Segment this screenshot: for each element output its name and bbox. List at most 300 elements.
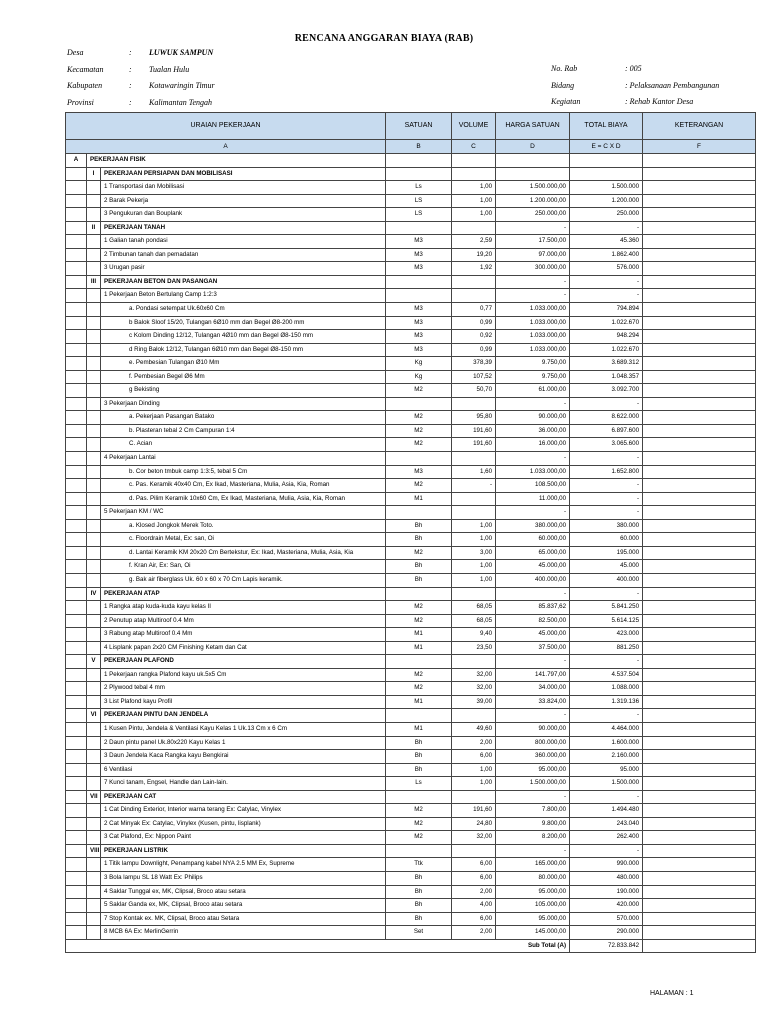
info-colon: : <box>129 81 132 90</box>
row-total: 243.040 <box>570 817 643 831</box>
row-harga: 105.000,00 <box>496 899 570 913</box>
col-header-volume: VOLUME <box>452 113 496 140</box>
row-total: 45.360 <box>570 235 643 249</box>
row-satuan: M1 <box>386 628 452 642</box>
row-description: 3 Pekerjaan Dinding <box>101 397 386 411</box>
table-row <box>66 397 756 411</box>
row-harga: 45.000,00 <box>496 628 570 642</box>
row-spacer <box>87 397 101 411</box>
row-keterangan <box>643 154 756 168</box>
row-roman-code: IV <box>87 587 101 601</box>
row-harga: 400.000,00 <box>496 573 570 587</box>
info-row <box>551 81 719 98</box>
row-total: - <box>570 492 643 506</box>
table-row <box>66 695 756 709</box>
row-satuan: Bh <box>386 899 452 913</box>
row-spacer <box>87 316 101 330</box>
row-spacer <box>66 357 87 371</box>
row-total: - <box>570 479 643 493</box>
row-satuan: Bh <box>386 573 452 587</box>
row-volume: 68,05 <box>452 614 496 628</box>
row-total: 1.200.000 <box>570 194 643 208</box>
row-satuan: M1 <box>386 492 452 506</box>
row-volume <box>452 655 496 669</box>
row-harga: 17.500,00 <box>496 235 570 249</box>
row-volume <box>452 492 496 506</box>
row-satuan: LS <box>386 208 452 222</box>
row-description: c Kolom Dinding 12/12, Tulangan 4Ø10 mm dan Begel Ø8-150 mm <box>101 330 386 344</box>
row-satuan <box>386 506 452 520</box>
row-description: 1 Pekerjaan Beton Bertulang Camp 1:2:3 <box>101 289 386 303</box>
row-spacer <box>87 763 101 777</box>
row-total: 3.065.600 <box>570 438 643 452</box>
row-volume: 6,00 <box>452 912 496 926</box>
row-satuan: M3 <box>386 248 452 262</box>
row-spacer <box>87 628 101 642</box>
table-row <box>66 804 756 818</box>
row-volume: 2,00 <box>452 885 496 899</box>
row-spacer <box>66 181 87 195</box>
row-harga: 300.000,00 <box>496 262 570 276</box>
row-description: PEKERJAAN LISTRIK <box>101 844 386 858</box>
info-value: : Pelaksanaan Pembangunan <box>625 80 720 90</box>
row-spacer <box>87 181 101 195</box>
table-row <box>66 899 756 913</box>
row-keterangan <box>643 885 756 899</box>
row-keterangan <box>643 831 756 845</box>
row-harga: 36.000,00 <box>496 424 570 438</box>
row-description: 1 Cat Dinding Exterior, Interior warna terang Ex: Catylac, Vinylex <box>101 804 386 818</box>
row-description: PEKERJAAN BETON DAN PASANGAN <box>101 275 386 289</box>
row-spacer <box>66 438 87 452</box>
col-code-a: A <box>66 140 386 154</box>
row-total: 195.000 <box>570 546 643 560</box>
subtotal-label: Sub Total (A) <box>66 939 570 953</box>
row-spacer <box>87 289 101 303</box>
row-spacer <box>87 736 101 750</box>
subtotal-keterangan <box>643 939 756 953</box>
row-harga: 1.500.000,00 <box>496 777 570 791</box>
row-keterangan <box>643 614 756 628</box>
row-harga: 9.750,00 <box>496 357 570 371</box>
row-spacer <box>66 695 87 709</box>
row-spacer <box>87 303 101 317</box>
row-spacer <box>66 248 87 262</box>
table-row <box>66 275 756 289</box>
row-keterangan <box>643 194 756 208</box>
row-satuan: M2 <box>386 804 452 818</box>
info-label: Desa <box>67 48 84 57</box>
table-row <box>66 262 756 276</box>
col-code-c: C <box>452 140 496 154</box>
row-total: 250.000 <box>570 208 643 222</box>
row-spacer <box>87 668 101 682</box>
table-row <box>66 330 756 344</box>
row-volume: 2,59 <box>452 235 496 249</box>
row-volume <box>452 709 496 723</box>
row-volume <box>452 587 496 601</box>
row-spacer <box>87 614 101 628</box>
row-spacer <box>87 357 101 371</box>
row-keterangan <box>643 167 756 181</box>
row-description: 3 Cat Plafond, Ex: Nippon Paint <box>101 831 386 845</box>
row-satuan: Ttk <box>386 858 452 872</box>
row-description: g Bekisting <box>101 384 386 398</box>
row-spacer <box>66 614 87 628</box>
row-satuan: M2 <box>386 614 452 628</box>
row-total: 4.537.504 <box>570 668 643 682</box>
row-harga: 1.500.000,00 <box>496 181 570 195</box>
row-spacer <box>87 208 101 222</box>
row-spacer <box>87 695 101 709</box>
row-keterangan <box>643 912 756 926</box>
row-harga: 9.750,00 <box>496 370 570 384</box>
row-spacer <box>66 411 87 425</box>
row-description: a. Klosed Jongkok Merek Toto. <box>101 519 386 533</box>
row-total: - <box>570 397 643 411</box>
row-spacer <box>87 858 101 872</box>
row-satuan: M2 <box>386 479 452 493</box>
table-row <box>66 221 756 235</box>
row-harga: 82.500,00 <box>496 614 570 628</box>
row-spacer <box>66 885 87 899</box>
row-description: 7 Stop Kontak ex. MK, Clipsal, Broco atau Setara <box>101 912 386 926</box>
row-harga: 108.500,00 <box>496 479 570 493</box>
row-volume: 191,60 <box>452 438 496 452</box>
row-harga <box>496 167 570 181</box>
table-row <box>66 411 756 425</box>
row-total: 1.319.136 <box>570 695 643 709</box>
row-keterangan <box>643 357 756 371</box>
table-code-row <box>66 140 756 154</box>
table-row <box>66 722 756 736</box>
row-harga: 1.033.000,00 <box>496 343 570 357</box>
info-value: Kalimantan Tengah <box>149 97 213 107</box>
info-label: Kabupaten <box>67 81 103 90</box>
row-keterangan <box>643 804 756 818</box>
row-spacer <box>87 479 101 493</box>
row-spacer <box>87 235 101 249</box>
table-row <box>66 452 756 466</box>
row-volume: 6,00 <box>452 858 496 872</box>
row-description: 3 Bola lampu SL 18 Watt Ex: Philips <box>101 871 386 885</box>
table-row <box>66 912 756 926</box>
row-spacer <box>87 343 101 357</box>
row-spacer <box>87 682 101 696</box>
row-keterangan <box>643 560 756 574</box>
row-volume <box>452 790 496 804</box>
row-description: 3 Pengukuran dan Bouplank <box>101 208 386 222</box>
row-description: 1 Transportasi dan Mobilisasi <box>101 181 386 195</box>
row-volume: 24,80 <box>452 817 496 831</box>
row-keterangan <box>643 641 756 655</box>
table-row <box>66 208 756 222</box>
row-keterangan <box>643 479 756 493</box>
row-keterangan <box>643 736 756 750</box>
row-spacer <box>66 289 87 303</box>
row-spacer <box>66 777 87 791</box>
row-total: 420.000 <box>570 899 643 913</box>
table-row <box>66 316 756 330</box>
row-total: 6.897.600 <box>570 424 643 438</box>
row-description: PEKERJAAN PLAFOND <box>101 655 386 669</box>
row-keterangan <box>643 452 756 466</box>
row-spacer <box>66 871 87 885</box>
col-header-uraian: URAIAN PEKERJAAN <box>66 113 386 140</box>
row-volume: 1,92 <box>452 262 496 276</box>
row-keterangan <box>643 709 756 723</box>
row-harga: - <box>496 275 570 289</box>
row-volume: 68,05 <box>452 601 496 615</box>
row-total: 1.048.357 <box>570 370 643 384</box>
table-row <box>66 519 756 533</box>
row-spacer <box>66 452 87 466</box>
row-keterangan <box>643 438 756 452</box>
row-description: g. Bak air fiberglass Uk. 60 x 60 x 70 Cm Lapis keramik. <box>101 573 386 587</box>
table-row <box>66 777 756 791</box>
row-description: 3 Urugan pasir <box>101 262 386 276</box>
row-volume <box>452 167 496 181</box>
row-volume <box>452 397 496 411</box>
row-total: 1.022.670 <box>570 316 643 330</box>
row-satuan: Set <box>386 926 452 940</box>
row-spacer <box>87 804 101 818</box>
row-volume: 0,99 <box>452 316 496 330</box>
row-harga: 61.000,00 <box>496 384 570 398</box>
col-code-f: F <box>643 140 756 154</box>
row-harga: 95.000,00 <box>496 763 570 777</box>
row-satuan: M2 <box>386 668 452 682</box>
row-volume: 1,00 <box>452 519 496 533</box>
row-description: PEKERJAAN TANAH <box>101 221 386 235</box>
row-spacer <box>87 452 101 466</box>
row-spacer <box>66 628 87 642</box>
table-row <box>66 655 756 669</box>
row-harga: 33.824,00 <box>496 695 570 709</box>
info-value: Kotawaringin Timur <box>149 81 215 90</box>
row-satuan <box>386 655 452 669</box>
table-row <box>66 546 756 560</box>
row-volume: 1,00 <box>452 763 496 777</box>
row-keterangan <box>643 248 756 262</box>
row-description: c. Pas. Keramik 40x40 Cm, Ex Ikad, Masteriana, Mulia, Asia, Kia, Roman <box>101 479 386 493</box>
row-harga: 16.000,00 <box>496 438 570 452</box>
project-info <box>551 64 719 114</box>
row-description: a. Pekerjaan Pasangan Batako <box>101 411 386 425</box>
row-harga: 360.000,00 <box>496 750 570 764</box>
row-total: - <box>570 289 643 303</box>
info-value: : 005 <box>625 64 642 73</box>
table-row <box>66 614 756 628</box>
row-satuan <box>386 587 452 601</box>
row-satuan: M3 <box>386 330 452 344</box>
table-row <box>66 885 756 899</box>
row-spacer <box>87 546 101 560</box>
row-total: 794.894 <box>570 303 643 317</box>
row-volume: 2,00 <box>452 926 496 940</box>
row-spacer <box>66 763 87 777</box>
row-description: 3 Daun Jendela Kaca Rangka kayu Bengkirai <box>101 750 386 764</box>
info-value: : Rehab Kantor Desa <box>625 97 694 106</box>
row-satuan: Bh <box>386 871 452 885</box>
row-description: 2 Cat Minyak Ex: Catylac, Vinylex (Kusen, pintu, lisplank) <box>101 817 386 831</box>
row-volume: 39,00 <box>452 695 496 709</box>
row-harga: 65.000,00 <box>496 546 570 560</box>
row-keterangan <box>643 316 756 330</box>
table-row <box>66 858 756 872</box>
row-description: b. Plasteran tebal 2 Cm Campuran 1:4 <box>101 424 386 438</box>
row-volume: 0,99 <box>452 343 496 357</box>
row-total: 576.000 <box>570 262 643 276</box>
row-satuan: M2 <box>386 424 452 438</box>
row-harga: 1.200.000,00 <box>496 194 570 208</box>
row-keterangan <box>643 695 756 709</box>
row-harga: - <box>496 655 570 669</box>
row-volume: 191,60 <box>452 424 496 438</box>
row-keterangan <box>643 181 756 195</box>
row-total: 5.614.125 <box>570 614 643 628</box>
table-row <box>66 831 756 845</box>
row-harga: - <box>496 289 570 303</box>
row-spacer <box>66 167 87 181</box>
row-volume: 6,00 <box>452 750 496 764</box>
row-total: 1.600.000 <box>570 736 643 750</box>
info-row <box>67 65 215 82</box>
row-harga: - <box>496 844 570 858</box>
row-total: 3.092.700 <box>570 384 643 398</box>
row-spacer <box>66 709 87 723</box>
table-row <box>66 560 756 574</box>
row-total: 990.000 <box>570 858 643 872</box>
row-keterangan <box>643 384 756 398</box>
row-satuan: M1 <box>386 722 452 736</box>
row-total: - <box>570 452 643 466</box>
row-spacer <box>66 303 87 317</box>
row-harga: 90.000,00 <box>496 411 570 425</box>
row-total: 423.000 <box>570 628 643 642</box>
row-description: e. Pembesian Tulangan Ø10 Mm <box>101 357 386 371</box>
info-colon: : <box>129 97 132 107</box>
row-volume: 32,00 <box>452 831 496 845</box>
row-spacer <box>66 343 87 357</box>
row-total: 1.652.800 <box>570 465 643 479</box>
row-total: - <box>570 790 643 804</box>
row-spacer <box>66 235 87 249</box>
row-spacer <box>66 926 87 940</box>
table-row <box>66 465 756 479</box>
row-spacer <box>87 492 101 506</box>
row-total: 190.000 <box>570 885 643 899</box>
row-spacer <box>66 208 87 222</box>
row-spacer <box>87 248 101 262</box>
row-harga: 8.200,00 <box>496 831 570 845</box>
row-description: f. Pembesian Begel Ø6 Mm <box>101 370 386 384</box>
row-total: 60.000 <box>570 533 643 547</box>
row-keterangan <box>643 506 756 520</box>
row-harga: - <box>496 452 570 466</box>
row-satuan: M3 <box>386 235 452 249</box>
row-harga: - <box>496 397 570 411</box>
row-spacer <box>66 601 87 615</box>
row-keterangan <box>643 655 756 669</box>
row-keterangan <box>643 817 756 831</box>
row-spacer <box>87 438 101 452</box>
row-harga: - <box>496 587 570 601</box>
row-satuan: M2 <box>386 384 452 398</box>
row-total: 1.494.480 <box>570 804 643 818</box>
col-code-b: B <box>386 140 452 154</box>
row-spacer <box>87 533 101 547</box>
row-satuan: Kg <box>386 370 452 384</box>
row-spacer <box>87 384 101 398</box>
row-spacer <box>66 641 87 655</box>
info-colon: : <box>129 64 132 74</box>
row-description: PEKERJAAN PINTU DAN JENDELA <box>101 709 386 723</box>
row-harga: 95.000,00 <box>496 912 570 926</box>
row-satuan: M2 <box>386 546 452 560</box>
row-keterangan <box>643 628 756 642</box>
row-satuan: Ls <box>386 777 452 791</box>
row-volume: 95,80 <box>452 411 496 425</box>
row-harga: 37.500,00 <box>496 641 570 655</box>
info-row <box>551 64 719 81</box>
row-spacer <box>66 262 87 276</box>
row-volume: 1,00 <box>452 208 496 222</box>
row-satuan <box>386 289 452 303</box>
row-total: 8.622.000 <box>570 411 643 425</box>
table-row <box>66 181 756 195</box>
row-description: c. Floordrain Metal, Ex: san, Oi <box>101 533 386 547</box>
row-description: PEKERJAAN PERSIAPAN DAN MOBILISASI <box>101 167 386 181</box>
info-row <box>67 81 215 98</box>
row-satuan: Bh <box>386 885 452 899</box>
row-keterangan <box>643 899 756 913</box>
row-harga: 60.000,00 <box>496 533 570 547</box>
row-keterangan <box>643 397 756 411</box>
row-satuan: Bh <box>386 519 452 533</box>
row-volume <box>452 506 496 520</box>
info-label: Kegiatan <box>551 97 581 106</box>
row-satuan: Bh <box>386 912 452 926</box>
row-volume: 9,40 <box>452 628 496 642</box>
row-spacer <box>87 194 101 208</box>
row-volume: 378,39 <box>452 357 496 371</box>
row-volume: 191,60 <box>452 804 496 818</box>
row-keterangan <box>643 289 756 303</box>
row-spacer <box>66 275 87 289</box>
row-total: 1.500.000 <box>570 777 643 791</box>
row-keterangan <box>643 587 756 601</box>
row-description: 1 Pekerjaan rangka Plafond kayu uk.5x5 Cm <box>101 668 386 682</box>
row-spacer <box>66 370 87 384</box>
row-spacer <box>66 560 87 574</box>
col-header-keterangan: KETERANGAN <box>643 113 756 140</box>
info-label: No. Rab <box>551 64 578 73</box>
row-harga: 1.033.000,00 <box>496 303 570 317</box>
row-spacer <box>66 194 87 208</box>
row-spacer <box>87 424 101 438</box>
row-roman-code: V <box>87 655 101 669</box>
row-total: 95.000 <box>570 763 643 777</box>
row-volume: 1,60 <box>452 465 496 479</box>
row-spacer <box>66 722 87 736</box>
row-volume: 0,77 <box>452 303 496 317</box>
row-volume: 4,00 <box>452 899 496 913</box>
row-roman-code: III <box>87 275 101 289</box>
row-total: 1.088.000 <box>570 682 643 696</box>
row-total: 1.862.400 <box>570 248 643 262</box>
row-keterangan <box>643 790 756 804</box>
